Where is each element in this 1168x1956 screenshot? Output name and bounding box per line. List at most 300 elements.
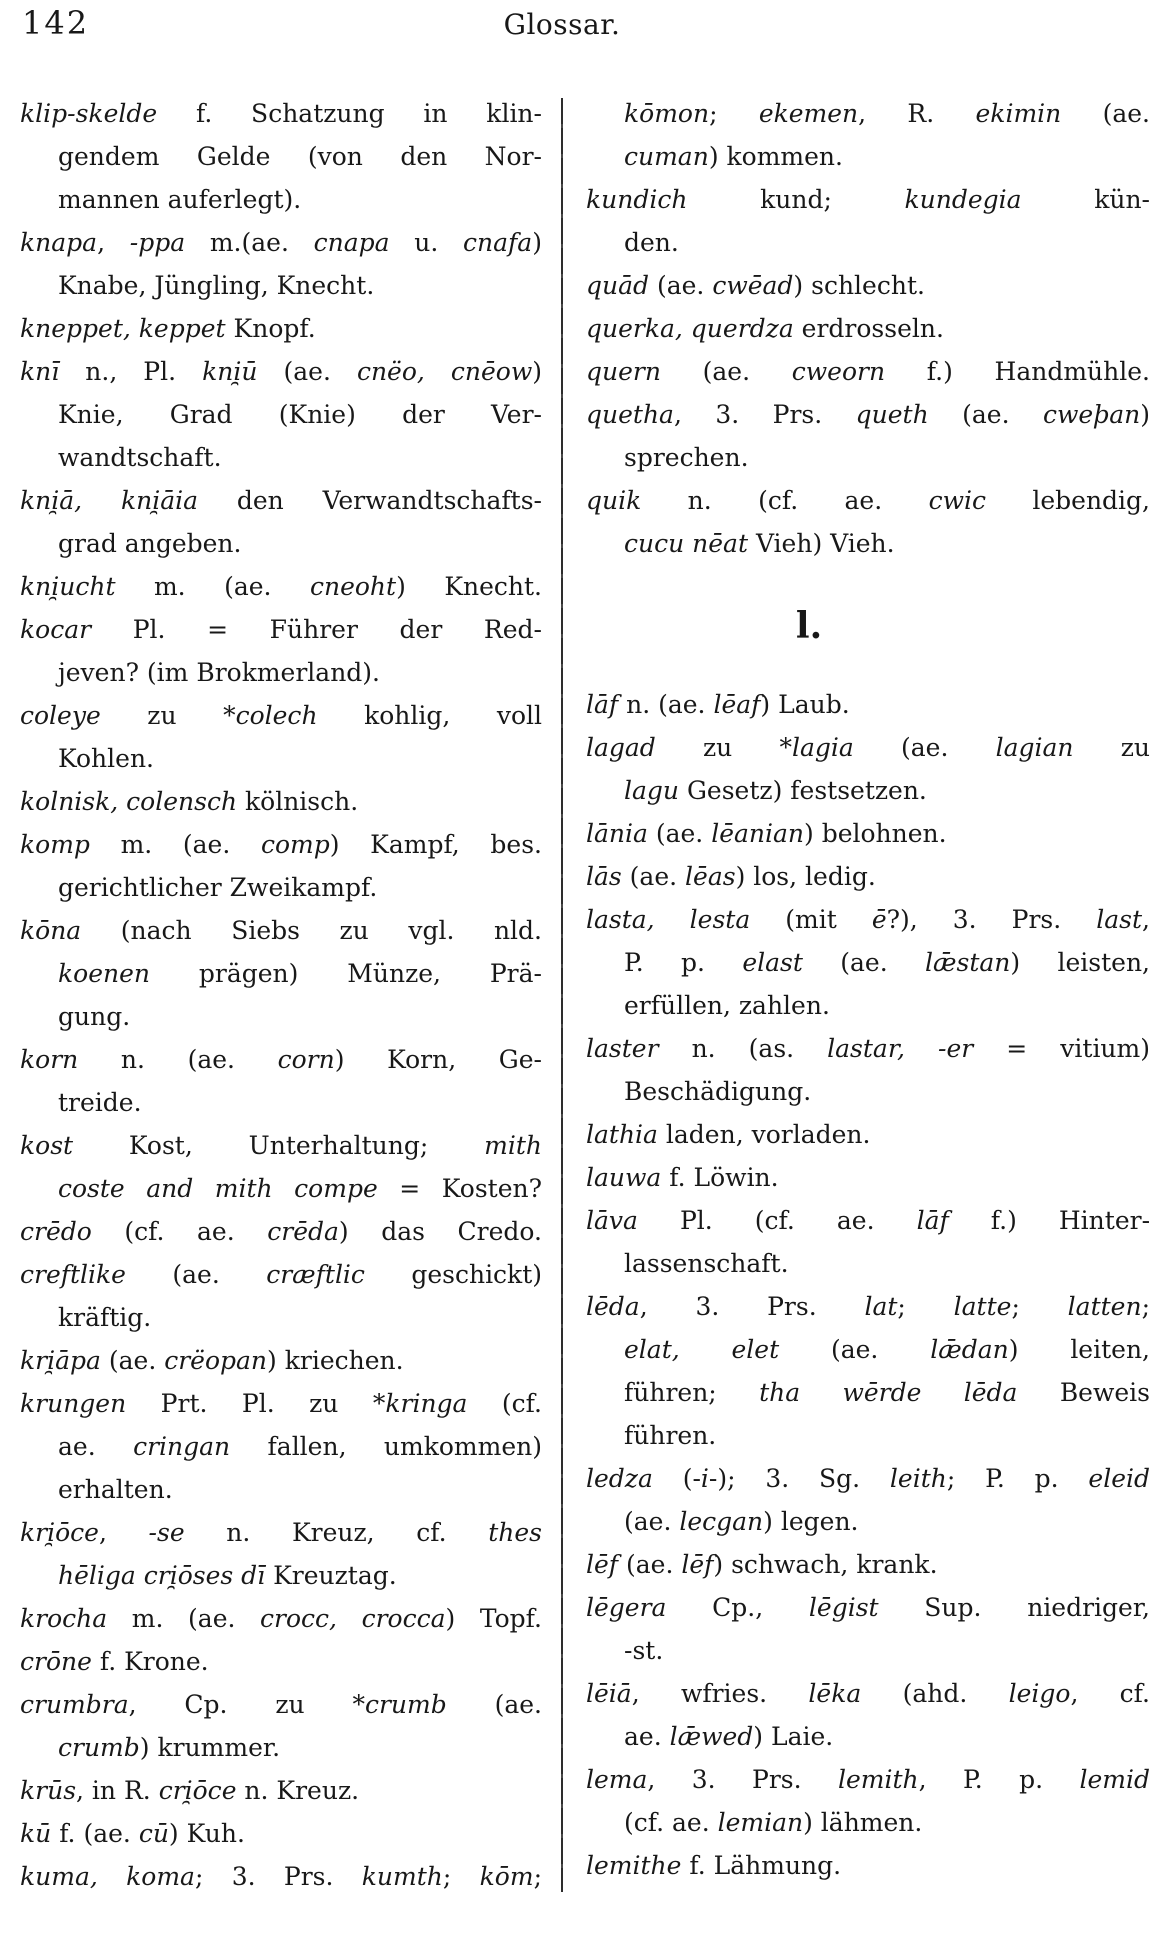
lemma-or-form-text: lǣwed — [669, 1722, 754, 1751]
lemma-or-form-text: kundich — [586, 185, 688, 214]
gloss-text: ) krummer. — [139, 1733, 281, 1762]
gloss-text: ) Knecht. — [396, 572, 542, 601]
lemma-or-form-text: corn — [277, 1045, 335, 1074]
lemma-or-form-text: kri̯ōce — [20, 1518, 99, 1547]
gloss-text: f. Lähmung. — [681, 1851, 842, 1880]
gloss-text: ) Korn, Ge- — [334, 1045, 542, 1074]
gloss-text: Prt. Pl. zu * — [126, 1389, 386, 1418]
gloss-text: , — [97, 228, 130, 257]
entry-line — [586, 1672, 1150, 1715]
entry-line — [20, 1167, 542, 1210]
lemma-or-form-text: mith — [484, 1131, 542, 1160]
lemma-or-form-text: lecgan — [679, 1507, 764, 1536]
lemma-or-form-text: lǣdan — [930, 1335, 1009, 1364]
right-column — [586, 92, 1150, 1887]
gloss-text: ; — [1011, 1292, 1068, 1321]
glossary-entry — [20, 1382, 542, 1511]
lemma-or-form-text: lēf — [681, 1550, 714, 1579]
entry-line — [20, 823, 542, 866]
entry-line — [586, 350, 1150, 393]
lemma-or-form-text: comp — [260, 830, 330, 859]
column-divider-rule — [561, 98, 563, 1892]
glossary-entry — [586, 92, 1150, 178]
gloss-text: n. (ae. — [618, 690, 714, 719]
lemma-or-form-text: lāf — [916, 1206, 949, 1235]
entry-line — [20, 522, 542, 565]
lemma-or-form-text: lauwa — [586, 1163, 662, 1192]
glossary-entry — [20, 565, 542, 608]
gloss-text: ) — [532, 357, 542, 386]
gloss-text: u. — [389, 228, 464, 257]
gloss-text: (ae. — [802, 948, 926, 977]
entry-line — [586, 941, 1150, 984]
gloss-text: ) leiten, — [1008, 1335, 1150, 1364]
gloss-text: ) lähmen. — [803, 1808, 923, 1837]
entry-line — [20, 1468, 542, 1511]
lemma-or-form-text: elat, elet — [624, 1335, 780, 1364]
lemma-or-form-text: kringa — [385, 1389, 468, 1418]
lemma-or-form-text: cri̯ōce — [158, 1776, 237, 1805]
gloss-text: führen; — [624, 1378, 760, 1407]
gloss-text: ) schwach, krank. — [713, 1550, 938, 1579]
lemma-or-form-text: kōmon — [624, 99, 710, 128]
lemma-or-form-text: crumb — [364, 1690, 447, 1719]
gloss-text: n. (cf. ae. — [641, 486, 929, 515]
gloss-text: , 3. Prs. — [647, 1765, 838, 1794]
entry-line — [20, 1038, 542, 1081]
entry-line — [20, 1812, 542, 1855]
entry-line — [20, 1339, 542, 1382]
gloss-text: = Kosten? — [377, 1174, 542, 1203]
lemma-or-form-text: kū — [20, 1819, 52, 1848]
gloss-text: ) Laub. — [760, 690, 850, 719]
glossary-entry — [20, 1339, 542, 1382]
lemma-or-form-text: kni̯ū — [202, 357, 258, 386]
entry-line — [20, 1597, 542, 1640]
entry-line — [586, 307, 1150, 350]
entry-line — [20, 909, 542, 952]
lemma-or-form-text: kōna — [20, 916, 82, 945]
gloss-text: kund; — [687, 185, 905, 214]
gloss-text: ) legen. — [763, 1507, 859, 1536]
entry-line — [586, 92, 1150, 135]
glossary-entry — [586, 1672, 1150, 1758]
glossary-entry — [20, 1511, 542, 1597]
lemma-or-form-text: krungen — [20, 1389, 127, 1418]
glossary-entry — [586, 479, 1150, 565]
entry-line — [586, 1027, 1150, 1070]
gloss-text: ) — [1140, 400, 1150, 429]
lemma-or-form-text: creftlike — [20, 1260, 126, 1289]
left-column — [20, 92, 542, 1898]
gloss-text: f.) Handmühle. — [885, 357, 1150, 386]
gloss-text: m. (ae. — [115, 572, 310, 601]
glossary-entry — [20, 1812, 542, 1855]
entry-line — [586, 1629, 1150, 1672]
gloss-text: laden, vorladen. — [657, 1120, 871, 1149]
entry-line — [20, 1296, 542, 1339]
entry-line — [586, 726, 1150, 769]
lemma-or-form-text: lānia — [586, 819, 648, 848]
lemma-or-form-text: cwēad — [712, 271, 794, 300]
lemma-or-form-text: ledza — [586, 1464, 653, 1493]
lemma-or-form-text: lemith — [838, 1765, 919, 1794]
gloss-text: (ae. — [928, 400, 1044, 429]
lemma-or-form-text: lēgera — [586, 1593, 667, 1622]
entry-line — [586, 1371, 1150, 1414]
glossary-entry — [586, 1844, 1150, 1887]
lemma-or-form-text: lemian — [717, 1808, 804, 1837]
lemma-or-form-text: ē — [871, 905, 887, 934]
glossary-entry — [20, 608, 542, 694]
gloss-text: führen. — [624, 1421, 717, 1450]
gloss-text: (ae. — [660, 357, 792, 386]
gloss-text: ) Kuh. — [168, 1819, 245, 1848]
gloss-text: Beweis — [1017, 1378, 1150, 1407]
gloss-text: ) Laie. — [753, 1722, 834, 1751]
lemma-or-form-text: cū — [138, 1819, 169, 1848]
entry-line — [586, 812, 1150, 855]
lemma-or-form-text: cucu nēat — [624, 529, 748, 558]
lemma-or-form-text: latten — [1067, 1292, 1142, 1321]
entry-line — [20, 479, 542, 522]
gloss-text: m. (ae. — [107, 1604, 261, 1633]
lemma-or-form-text: lagu — [624, 776, 680, 805]
glossary-entry — [20, 1253, 542, 1339]
glossary-entry — [20, 823, 542, 909]
lemma-or-form-text: lāva — [586, 1206, 638, 1235]
gloss-text: (cf. — [467, 1389, 542, 1418]
gloss-text: erhalten. — [58, 1475, 173, 1504]
entry-line — [586, 1113, 1150, 1156]
entry-line — [586, 1328, 1150, 1371]
lemma-or-form-text: latte — [953, 1292, 1012, 1321]
gloss-text: Knabe, Jüngling, Knecht. — [58, 271, 375, 300]
lemma-or-form-text: kni̯ā, kni̯āia — [20, 486, 199, 515]
gloss-text: ; — [709, 99, 759, 128]
lemma-or-form-text: cræftlic — [266, 1260, 365, 1289]
gloss-text: Cp., — [666, 1593, 809, 1622]
gloss-text: (ae. — [125, 1260, 267, 1289]
entry-line — [586, 522, 1150, 565]
entry-line — [586, 1801, 1150, 1844]
lemma-or-form-text: kumth — [361, 1862, 443, 1891]
lemma-or-form-text: laster — [586, 1034, 659, 1063]
entry-line — [586, 436, 1150, 479]
gloss-text: , — [98, 1518, 149, 1547]
entry-line — [20, 1081, 542, 1124]
gloss-text: ; — [1141, 1292, 1150, 1321]
glossary-entry — [20, 1683, 542, 1769]
lemma-or-form-text: lema — [586, 1765, 648, 1794]
gloss-text: Sup. niedriger, — [878, 1593, 1150, 1622]
gloss-text: Knopf. — [225, 314, 316, 343]
gloss-text: zu — [1073, 733, 1150, 762]
entry-line — [586, 178, 1150, 221]
gloss-text: (cf. ae. — [624, 1808, 718, 1837]
lemma-or-form-text: lastar, -er — [827, 1034, 974, 1063]
gloss-text: erdrosseln. — [793, 314, 944, 343]
glossary-entry — [20, 350, 542, 479]
gloss-text: ) los, ledig. — [735, 862, 876, 891]
lemma-or-form-text: lathia — [586, 1120, 658, 1149]
gloss-text: ) belohnen. — [804, 819, 947, 848]
gloss-text: ) Topf. — [445, 1604, 542, 1633]
lemma-or-form-text: ekemen — [758, 99, 859, 128]
glossary-entry — [586, 1199, 1150, 1285]
lemma-or-form-text: kocar — [20, 615, 92, 644]
entry-line — [20, 436, 542, 479]
gloss-text: , R. — [858, 99, 976, 128]
lemma-or-form-text: cuman — [624, 142, 709, 171]
gloss-text: ?), 3. Prs. — [886, 905, 1097, 934]
gloss-text: (ae. — [779, 1335, 931, 1364]
gloss-text: (ae. — [649, 271, 713, 300]
lemma-or-form-text: lēda — [586, 1292, 640, 1321]
glossary-entry — [20, 694, 542, 780]
lemma-or-form-text: kundegia — [904, 185, 1022, 214]
glossary-entry — [20, 909, 542, 1038]
entry-line — [20, 264, 542, 307]
lemma-or-form-text: kolnisk, colensch — [20, 787, 238, 816]
entry-line — [20, 1683, 542, 1726]
glossary-entry — [586, 1543, 1150, 1586]
gloss-text: gendem Gelde (von den Nor- — [58, 142, 542, 171]
gloss-text: (- — [652, 1464, 701, 1493]
lemma-or-form-text: komp — [20, 830, 90, 859]
entry-line — [20, 1253, 542, 1296]
lemma-or-form-text: querka, querdza — [586, 314, 794, 343]
lemma-or-form-text: lemid — [1079, 1765, 1150, 1794]
gloss-text: ) schlecht. — [793, 271, 925, 300]
gloss-text: m. (ae. — [89, 830, 261, 859]
gloss-text: ) — [532, 228, 542, 257]
gloss-text: (ae. — [1061, 99, 1150, 128]
entry-line — [586, 135, 1150, 178]
lemma-or-form-text: crumbra — [20, 1690, 129, 1719]
entry-line — [586, 264, 1150, 307]
gloss-text: Knie, Grad (Knie) der Ver- — [58, 400, 542, 429]
lemma-or-form-text: hēliga cri̯ōses dī — [58, 1561, 266, 1590]
gloss-text: Gesetz) festsetzen. — [679, 776, 927, 805]
gloss-text: , wfries. — [631, 1679, 809, 1708]
gloss-text: gung. — [58, 1002, 131, 1031]
lemma-or-form-text: cweorn — [791, 357, 886, 386]
lemma-or-form-text: crëopan — [164, 1346, 268, 1375]
entry-line — [20, 1382, 542, 1425]
entry-line — [20, 995, 542, 1038]
lemma-or-form-text: crēdo — [20, 1217, 92, 1246]
gloss-text: f. (ae. — [51, 1819, 139, 1848]
gloss-text: ; 3. Prs. — [194, 1862, 362, 1891]
lemma-or-form-text: quern — [586, 357, 661, 386]
entry-line — [20, 307, 542, 350]
entry-line — [586, 1156, 1150, 1199]
lemma-or-form-text: elast — [742, 948, 803, 977]
gloss-text: (ae. — [100, 1346, 165, 1375]
entry-line — [20, 135, 542, 178]
lemma-or-form-text: cringan — [133, 1432, 231, 1461]
entry-line — [586, 221, 1150, 264]
gloss-text: n., Pl. — [59, 357, 203, 386]
gloss-text: , 3. Prs. — [639, 1292, 865, 1321]
glossary-entry — [586, 812, 1150, 855]
entry-line — [20, 1425, 542, 1468]
glossary-entry — [586, 1457, 1150, 1543]
entry-line — [586, 1285, 1150, 1328]
entry-line — [586, 1414, 1150, 1457]
glossary-entry — [586, 855, 1150, 898]
entry-line — [586, 1715, 1150, 1758]
glossary-entry — [20, 1769, 542, 1812]
glossary-entry — [20, 479, 542, 565]
entry-line — [20, 651, 542, 694]
entry-line — [20, 780, 542, 823]
entry-line — [20, 393, 542, 436]
glossary-entry — [586, 1758, 1150, 1844]
glossary-entry — [586, 1285, 1150, 1457]
gloss-text: -); 3. Sg. — [708, 1464, 890, 1493]
page-title: Glossar. — [503, 8, 621, 41]
lemma-or-form-text: lās — [586, 862, 622, 891]
gloss-text: ; — [533, 1862, 542, 1891]
gloss-text: , P. p. — [918, 1765, 1080, 1794]
gloss-text: gerichtlicher Zweikampf. — [58, 873, 378, 902]
gloss-text: (nach Siebs zu vgl. nld. — [81, 916, 542, 945]
gloss-text: -st. — [624, 1636, 664, 1665]
lemma-or-form-text: korn — [20, 1045, 79, 1074]
lemma-or-form-text: crōne — [20, 1647, 92, 1676]
gloss-text: (ae. — [618, 1550, 682, 1579]
gloss-text: = vitium) — [973, 1034, 1150, 1063]
glossary-entry — [20, 1210, 542, 1253]
section-heading: l. — [795, 605, 823, 647]
entry-line — [586, 1242, 1150, 1285]
gloss-text: Kreuztag. — [265, 1561, 397, 1590]
gloss-text: (ae. — [621, 862, 686, 891]
lemma-or-form-text: quik — [586, 486, 642, 515]
entry-line — [20, 694, 542, 737]
lemma-or-form-text: -ppa — [129, 228, 186, 257]
page-number: 142 — [22, 4, 90, 42]
entry-line — [586, 984, 1150, 1027]
gloss-text: den Verwandtschafts- — [198, 486, 542, 515]
entry-line — [586, 1500, 1150, 1543]
entry-line — [20, 1511, 542, 1554]
entry-line — [20, 221, 542, 264]
lemma-or-form-text: lēanian — [711, 819, 805, 848]
gloss-text: zu * — [100, 701, 236, 730]
gloss-text: n. (ae. — [78, 1045, 278, 1074]
entry-line — [20, 1855, 542, 1898]
glossary-entry — [20, 1640, 542, 1683]
gloss-text: ae. — [624, 1722, 670, 1751]
lemma-or-form-text: cnapa — [313, 228, 390, 257]
lemma-or-form-text: cneoht — [309, 572, 397, 601]
entry-line — [20, 866, 542, 909]
lemma-or-form-text: lǣstan — [925, 948, 1011, 977]
lemma-or-form-text: lemithe — [586, 1851, 682, 1880]
lemma-or-form-text: leith — [889, 1464, 947, 1493]
lemma-or-form-text: quetha — [586, 400, 674, 429]
gloss-text: Pl. = Führer der Red- — [91, 615, 542, 644]
gloss-text: , Cp. zu * — [128, 1690, 365, 1719]
lemma-or-form-text: cnëo, cnēow — [356, 357, 533, 386]
entry-line — [20, 1554, 542, 1597]
gloss-text: ) kriechen. — [267, 1346, 404, 1375]
glossary-entry — [586, 350, 1150, 393]
gloss-text: ) Kampf, bes. — [329, 830, 542, 859]
glossary-entry — [20, 307, 542, 350]
entry-line — [586, 1586, 1150, 1629]
lemma-or-form-text: knapa — [20, 228, 98, 257]
gloss-text: ; — [897, 1292, 954, 1321]
lemma-or-form-text: -se — [148, 1518, 185, 1547]
lemma-or-form-text: cweþan — [1043, 400, 1141, 429]
lemma-or-form-text: lagad — [586, 733, 656, 762]
gloss-text: (ae. — [624, 1507, 680, 1536]
lemma-or-form-text: thes — [488, 1518, 542, 1547]
lemma-or-form-text: kuma, koma — [20, 1862, 195, 1891]
lemma-or-form-text: coste and mith compe — [58, 1174, 378, 1203]
gloss-text: ) das Credo. — [338, 1217, 542, 1246]
gloss-text: den. — [624, 228, 679, 257]
glossary-entry — [586, 726, 1150, 812]
gloss-text: , 3. Prs. — [673, 400, 856, 429]
lemma-or-form-text: kri̯āpa — [20, 1346, 101, 1375]
gloss-text: n. (as. — [658, 1034, 828, 1063]
entry-line — [20, 1726, 542, 1769]
gloss-text: kölnisch. — [237, 787, 359, 816]
glossary-entry — [586, 393, 1150, 479]
gloss-text: Beschädigung. — [624, 1077, 812, 1106]
entry-line — [586, 1199, 1150, 1242]
lemma-or-form-text: crumb — [58, 1733, 140, 1762]
gloss-text: kün- — [1021, 185, 1150, 214]
gloss-text: geschickt) — [364, 1260, 542, 1289]
gloss-text: (cf. ae. — [91, 1217, 268, 1246]
entry-line — [586, 1758, 1150, 1801]
lemma-or-form-text: knī — [20, 357, 60, 386]
lemma-or-form-text: lēf — [586, 1550, 619, 1579]
lemma-or-form-text: i — [700, 1464, 709, 1493]
lemma-or-form-text: cnafa — [463, 228, 533, 257]
glossary-entry — [20, 1038, 542, 1124]
gloss-text: prägen) Münze, Prä- — [150, 959, 542, 988]
lemma-or-form-text: lagia — [792, 733, 854, 762]
gloss-text: (ae. — [446, 1690, 542, 1719]
lemma-or-form-text: eleid — [1088, 1464, 1150, 1493]
glossary-entry — [586, 307, 1150, 350]
lemma-or-form-text: lēiā — [586, 1679, 632, 1708]
entry-line — [586, 855, 1150, 898]
gloss-text: erfüllen, zahlen. — [624, 991, 830, 1020]
entry-line — [586, 683, 1150, 726]
lemma-or-form-text: lasta, lesta — [586, 905, 751, 934]
glossary-entry — [20, 1597, 542, 1640]
lemma-or-form-text: crēda — [267, 1217, 339, 1246]
glossary-entry — [586, 264, 1150, 307]
lemma-or-form-text: klip-skelde — [20, 99, 158, 128]
lemma-or-form-text: krūs — [20, 1776, 77, 1805]
entry-line — [20, 92, 542, 135]
gloss-text: ; P. p. — [946, 1464, 1089, 1493]
lemma-or-form-text: queth — [855, 400, 929, 429]
gloss-text: , cf. — [1070, 1679, 1150, 1708]
gloss-text: wandtschaft. — [58, 443, 222, 472]
gloss-text: ; — [442, 1862, 480, 1891]
lemma-or-form-text: colech — [235, 701, 318, 730]
